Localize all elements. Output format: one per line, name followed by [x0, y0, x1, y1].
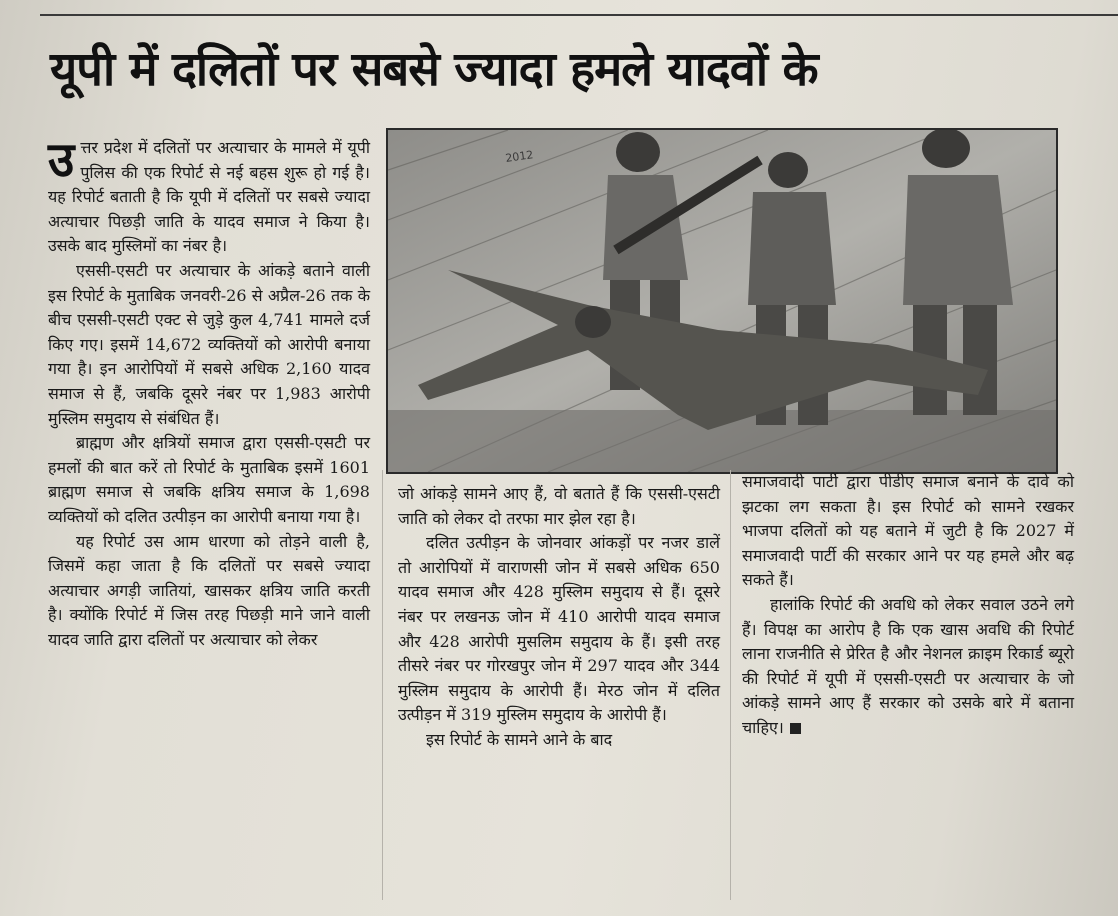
- column-divider: [382, 470, 383, 900]
- paragraph: एससी-एसटी पर अत्याचार के आंकड़े बताने वाली इस रिपोर्ट के मुताबिक जनवरी-26 से अप्रैल-26 तक के बीच एससी-एसटी एक्ट से जुड़े कुल 4,741 मामले दर्ज किए गए। इसमें 14,672 व्यक्तियों को आरोपी बनाया गया है। इन आरोपियों में सबसे अधिक 2,160 यादव समाज से हैं, जबकि दूसरे नंबर पर 1,983 आरोपी मुस्लिम समुदाय से संबंधित हैं।: [48, 260, 370, 428]
- column-divider: [730, 470, 731, 900]
- paragraph: [48, 132, 370, 259]
- column-2: [398, 482, 720, 753]
- paragraph: [742, 593, 1074, 741]
- paragraph: जो आंकड़े सामने आए हैं, वो बताते हैं कि एससी-एसटी जाति को लेकर दो तरफा मार झेल रहा है।: [398, 484, 720, 528]
- attack-illustration: [388, 130, 1056, 472]
- dropcap: उ: [48, 132, 75, 188]
- column-3: [742, 470, 1074, 741]
- paragraph: यह रिपोर्ट उस आम धारणा को तोड़ने वाली है, जिसमें कहा जाता है कि दलितों पर सबसे ज्यादा अत्याचार अगड़ी जातियां, खासकर क्षत्रिय जाति करती है। क्योंकि रिपोर्ट में जिस तरह पिछड़ी माने जाने वाली यादव जाति द्वारा दलितों पर अत्याचार को लेकर: [48, 531, 370, 649]
- paragraph: ब्राह्मण और क्षत्रियों समाज द्वारा एससी-एसटी पर हमलों की बात करें तो रिपोर्ट के मुताबिक इसमें 1601 ब्राह्मण समाज से जबकि क्षत्रिय समाज के 1,698 व्यक्तियों को दलित उत्पीड़न का आरोपी बनाया गया है।: [48, 433, 370, 526]
- paragraph: समाजवादी पार्टी द्वारा पीडीए समाज बनाने के दावे को झटका लग सकता है। इस रिपोर्ट को सामने रखकर भाजपा दलितों को यह बताने में जुटी है कि 2027 में समाजवादी पार्टी की सरकार आने पर यह हमले और बढ़ सकते हैं।: [742, 472, 1074, 590]
- paragraph: दलित उत्पीड़न के जोनवार आंकड़ों पर नजर डालें तो आरोपियों में वाराणसी जोन में सबसे अधिक 650 यादव समाज और 428 मुस्लिम समुदाय से हैं। दूसरे नंबर पर लखनऊ जोन में 410 आरोपी यादव समाज और 428 आरोपी मुसलिम समुदाय के हैं। इसी तरह तीसरे नंबर पर गोरखपुर जोन में 297 यादव और 344 मुस्लिम समुदाय के आरोपी हैं। मेरठ जोन में दलित उत्पीड़न में 319 मुस्लिम समुदाय के आरोपी हैं।: [398, 533, 720, 725]
- paragraph: इस रिपोर्ट के सामने आने के बाद: [426, 729, 613, 749]
- top-rule: [40, 14, 1118, 16]
- column-1: [48, 132, 370, 652]
- end-mark-icon: [790, 723, 801, 734]
- headline: यूपी में दलितों पर सबसे ज्यादा हमले यादवों के: [50, 42, 818, 97]
- article-illustration: [386, 128, 1058, 474]
- paragraph-text: हालांकि रिपोर्ट की अवधि को लेकर सवाल उठने लगे हैं। विपक्ष का आरोप है कि एक खास अवधि की रिपोर्ट लाना राजनीति से प्रेरित है और नेशनल क्राइम रिकार्ड ब्यूरो की रिपोर्ट में यूपी में एससी-एसटी पर अत्याचार के जो आंकड़े सामने आए हैं सरकार को उसके बारे में बताना चाहिए।: [742, 594, 1074, 737]
- svg-text:2012: 2012: [504, 148, 535, 165]
- paragraph-text: त्तर प्रदेश में दलितों पर अत्याचार के मामले में यूपी पुलिस की एक रिपोर्ट से नई बहस शुरू हो गई है। यह रिपोर्ट बताती है कि यूपी में दलितों पर सबसे ज्यादा अत्याचार पिछड़ी जाति के यादव समाज ने किया है। उसके बाद मुस्लिमों का नंबर है।: [48, 138, 370, 256]
